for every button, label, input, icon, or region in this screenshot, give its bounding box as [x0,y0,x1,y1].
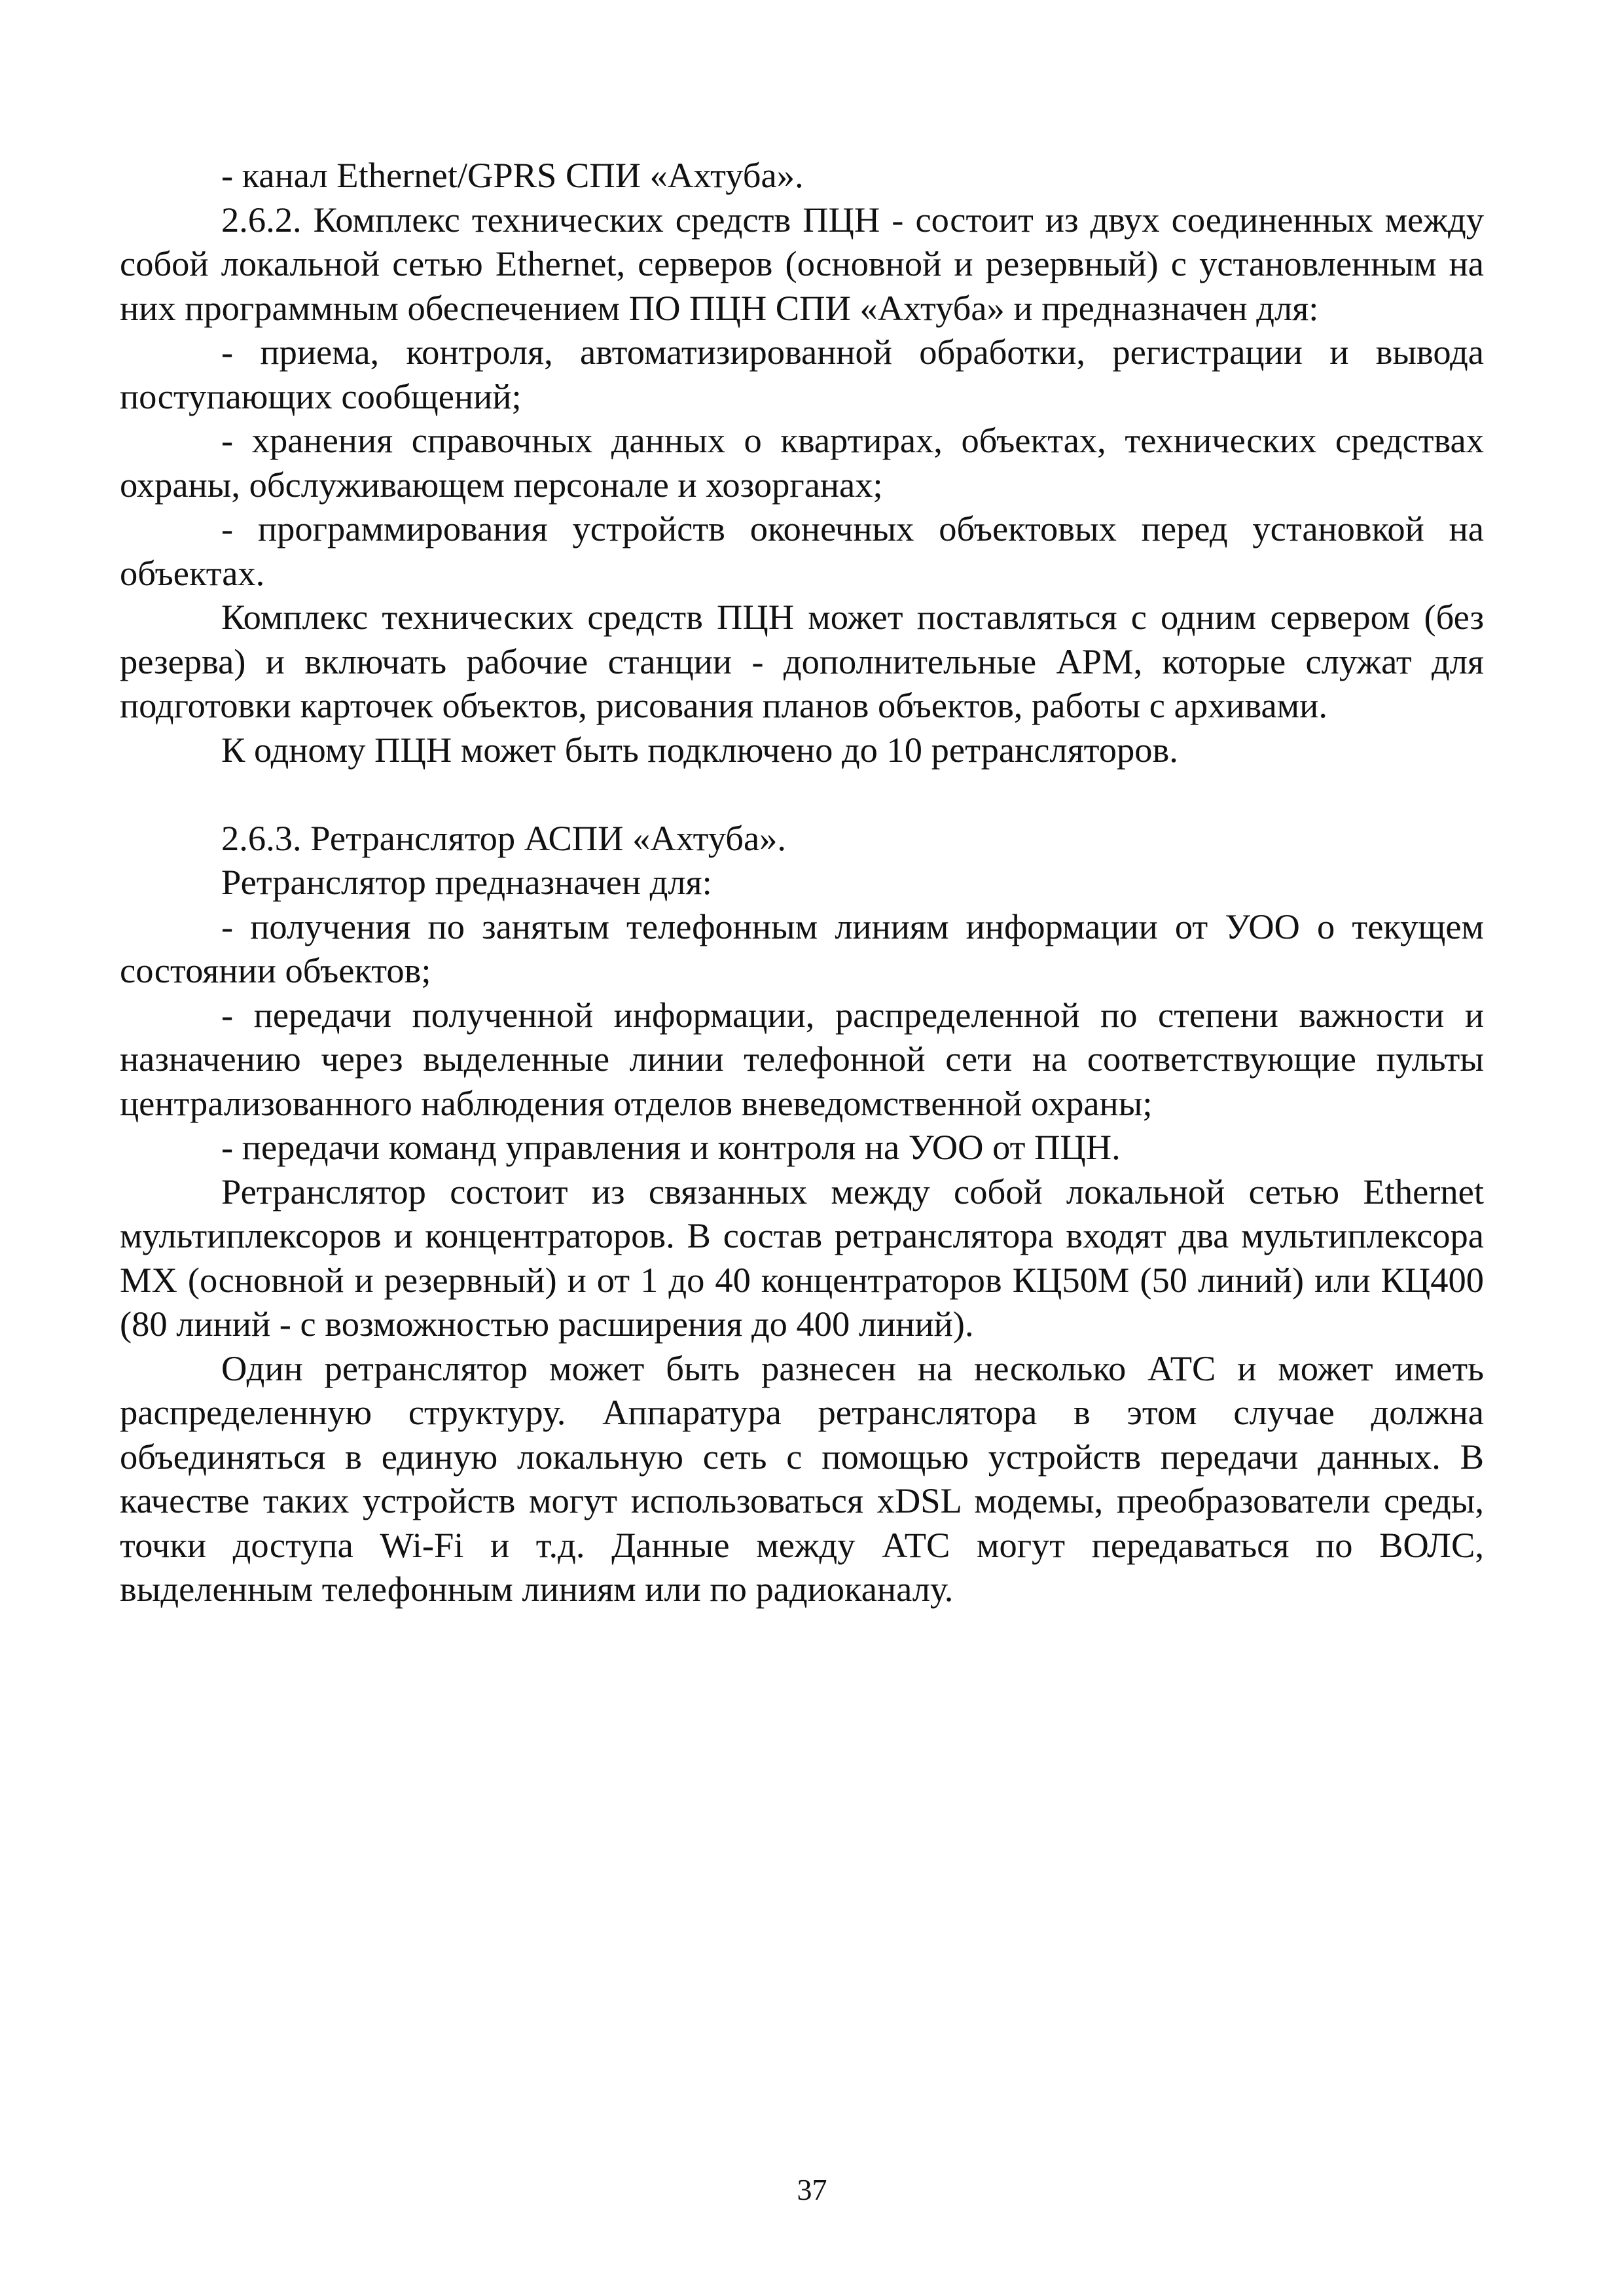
paragraph-list-item-commands: - передачи команд управления и контроля на УОО от ПЦН. [221,1127,1121,1167]
paragraph-list-item-receiving: - получения по занятым телефонным линиям информации от УОО о текущем состоянии объектов; [120,906,1484,990]
paragraph-section-2-6-2: 2.6.2. Комплекс технических средств ПЦН - состоит из двух соединенных между собой локальной сетью Ethernet, серверов (основной и резервный) с установленным на них программным обеспечением ПО ПЦН СПИ «Ахтуба» и предназначен для: [120,199,1484,328]
paragraph-retranslator-limit: К одному ПЦН может быть подключено до 10 ретрансляторов. [221,729,1178,770]
paragraph-distributed-structure: Один ретранслятор может быть разнесен на несколько АТС и может иметь распределенную структуру. Аппаратура ретранслятора в этом случае должна объединяться в единую локальную сеть с помощью устройств передачи данных. В качестве таких устройств могут использоваться xDSL модемы, преобразователи среды, точки доступа Wi-Fi и т.д. Данные между АТС могут передаваться по ВОЛС, выделенным телефонным линиям или по радиоканалу. [120,1348,1484,1609]
paragraph-list-item-reception: - приема, контроля, автоматизированной обработки, регистрации и вывода поступающих сообщений; [120,332,1484,416]
paragraph-list-item-storage: - хранения справочных данных о квартирах, объектах, технических средствах охраны, обслуживающем персонале и хозорганах; [120,420,1484,505]
section-heading-2-6-3: 2.6.3. Ретранслятор АСПИ «Ахтуба». [221,817,787,858]
page-number: 37 [797,2173,827,2206]
paragraph-list-item-programming: - программирования устройств оконечных объектовых перед установкой на объектах. [120,509,1484,593]
paragraph-channel-item: - канал Ethernet/GPRS СПИ «Ахтуба». [221,155,804,195]
paragraph-retranslator-purpose: Ретранслятор предназначен для: [221,862,712,902]
body-text [120,153,1484,1611]
paragraph-complex-delivery: Комплекс технических средств ПЦН может поставляться с одним сервером (без резерва) и включать рабочие станции - дополнительные АРМ, которые служат для подготовки карточек объектов, рисования планов объектов, работы с архивами. [120,597,1484,725]
paragraph-gap [120,772,1484,816]
paragraph-list-item-transmitting: - передачи полученной информации, распределенной по степени важности и назначению через выделенные линии телефонной сети на соответствующие пульты централизованного наблюдения отделов вневедомственной охраны; [120,994,1484,1123]
paragraph-retranslator-composition: Ретранслятор состоит из связанных между собой локальной сетью Ethernet мультиплексоров и концентраторов. В состав ретранслятора входят два мультиплексора MX (основной и резервный) и от 1 до 40 концентраторов КЦ50М (50 линий) или КЦ400 (80 линий - с возможностью расширения до 400 линий). [120,1171,1484,1344]
